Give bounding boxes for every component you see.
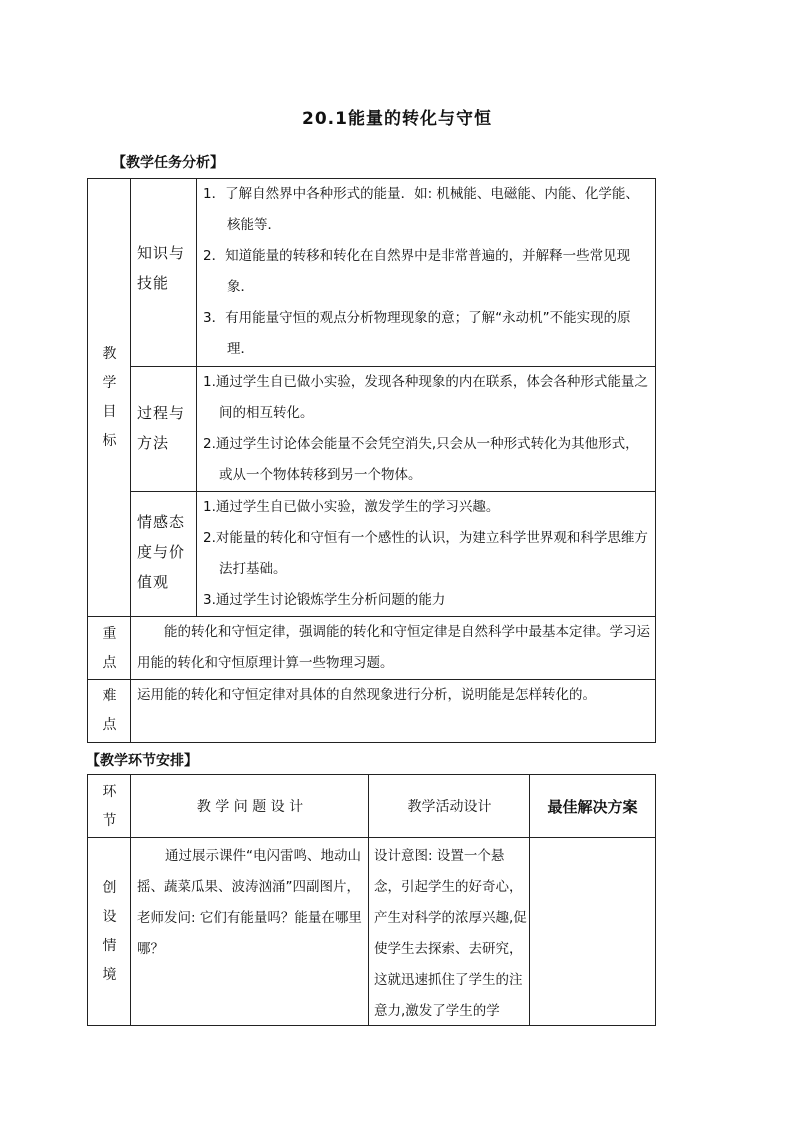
knowledge-label-cell — [130, 178, 197, 367]
objectives-label-char: 学 — [102, 375, 117, 391]
row-activity-text: 设计意图: 设置一个悬念，引起学生的好奇心，产生对科学的浓厚兴趣,促使学生去探索、去研究，这就迅速抓住了学生的注意力,激发了学生的学 — [374, 848, 527, 1019]
key-points-content-cell — [130, 616, 655, 680]
difficulties-label — [88, 679, 131, 742]
key-points-label-char: 重 — [102, 625, 117, 642]
flow-table — [87, 774, 656, 1026]
header-stage — [88, 775, 131, 838]
knowledge-label-line: 技能 — [137, 274, 170, 292]
row-stage — [88, 837, 131, 1025]
difficulties-label-char: 难 — [102, 688, 117, 704]
header-stage-char: 环 — [102, 783, 117, 800]
header-activity-text: 教学活动设计 — [407, 799, 492, 815]
knowledge-item: 3．有用能量守恒的观点分析物理现象的意；了解“永动机”不能实现的原理． — [203, 310, 631, 357]
row-stage-char: 创 — [102, 879, 117, 896]
header-stage-char: 节 — [102, 812, 117, 829]
row-problem-text: 通过展示课件“电闪雷鸣、地动山摇、蔬菜瓜果、波涛汹涌”四副图片，老师发问: 它们有能量吗？能量在哪里哪？ — [137, 848, 362, 957]
header-activity — [368, 774, 530, 838]
knowledge-content-cell — [196, 178, 655, 367]
key-points-label — [88, 616, 131, 680]
objectives-label-char: 教 — [102, 346, 117, 362]
process-label-line: 过程与 — [137, 404, 186, 422]
emotion-item: 3.通过学生讨论锻炼学生分析问题的能力 — [203, 592, 446, 608]
emotion-label-cell — [130, 491, 197, 617]
objectives-label — [88, 179, 131, 617]
header-solution-text: 最佳解决方案 — [547, 797, 638, 816]
page-title: 20.1能量的转化与守恒 — [302, 109, 492, 129]
key-points-label-char: 点 — [102, 654, 117, 671]
header-solution — [529, 774, 655, 838]
row-activity-cell — [368, 837, 530, 1025]
difficulties-content-cell — [130, 679, 655, 742]
emotion-label-line: 情感态 — [137, 513, 186, 531]
process-label-cell — [130, 366, 197, 492]
difficulties-label-char: 点 — [102, 717, 117, 733]
emotion-item: 2.对能量的转化和守恒有一个感性的认识，为建立科学世界观和科学思维方法打基础。 — [203, 530, 648, 577]
emotion-label-line: 度与价 — [137, 543, 186, 561]
task-analysis-table — [87, 178, 656, 743]
process-content-cell — [196, 366, 655, 492]
process-label-line: 方法 — [137, 434, 170, 452]
knowledge-item: 1．了解自然界中各种形式的能量．如: 机械能、电磁能、内能、化学能、核能等． — [203, 186, 639, 233]
knowledge-item: 2．知道能量的转移和转化在自然界中是非常普遍的，并解释一些常见现象． — [203, 248, 631, 295]
section-heading-task-analysis: 【教学任务分析】 — [112, 155, 224, 171]
emotion-item: 1.通过学生自已做小实验，激发学生的学习兴趣。 — [203, 499, 500, 515]
row-stage-char: 情 — [102, 937, 117, 954]
objectives-label-char: 标 — [102, 433, 117, 449]
knowledge-label-line: 知识与 — [137, 244, 186, 262]
emotion-content-cell — [196, 491, 655, 617]
row-solution-cell — [529, 837, 655, 1025]
process-item: 2.通过学生讨论体会能量不会凭空消失,只会从一种形式转化为其他形式，或从一个物体转移到另一个物体。 — [203, 436, 639, 483]
key-points-text: 能的转化和守恒定律，强调能的转化和守恒定律是自然科学中最基本定律。学习运用能的转化和守恒原理计算一些物理习题。 — [137, 624, 650, 671]
difficulties-text: 运用能的转化和守恒定律对具体的自然现象进行分析，说明能是怎样转化的。 — [137, 687, 596, 703]
emotion-label-line: 值观 — [137, 573, 170, 591]
row-stage-char: 境 — [102, 966, 117, 983]
row-problem-cell — [130, 837, 369, 1025]
header-problem — [130, 774, 369, 838]
objectives-label-char: 目 — [102, 404, 117, 420]
process-item: 1.通过学生自已做小实验，发现各种现象的内在联系，体会各种形式能量之间的相互转化。 — [203, 374, 648, 421]
row-stage-char: 设 — [102, 908, 117, 925]
header-problem-text: 教 学 问 题 设 计 — [196, 799, 304, 815]
section-heading-flow: 【教学环节安排】 — [86, 753, 198, 769]
